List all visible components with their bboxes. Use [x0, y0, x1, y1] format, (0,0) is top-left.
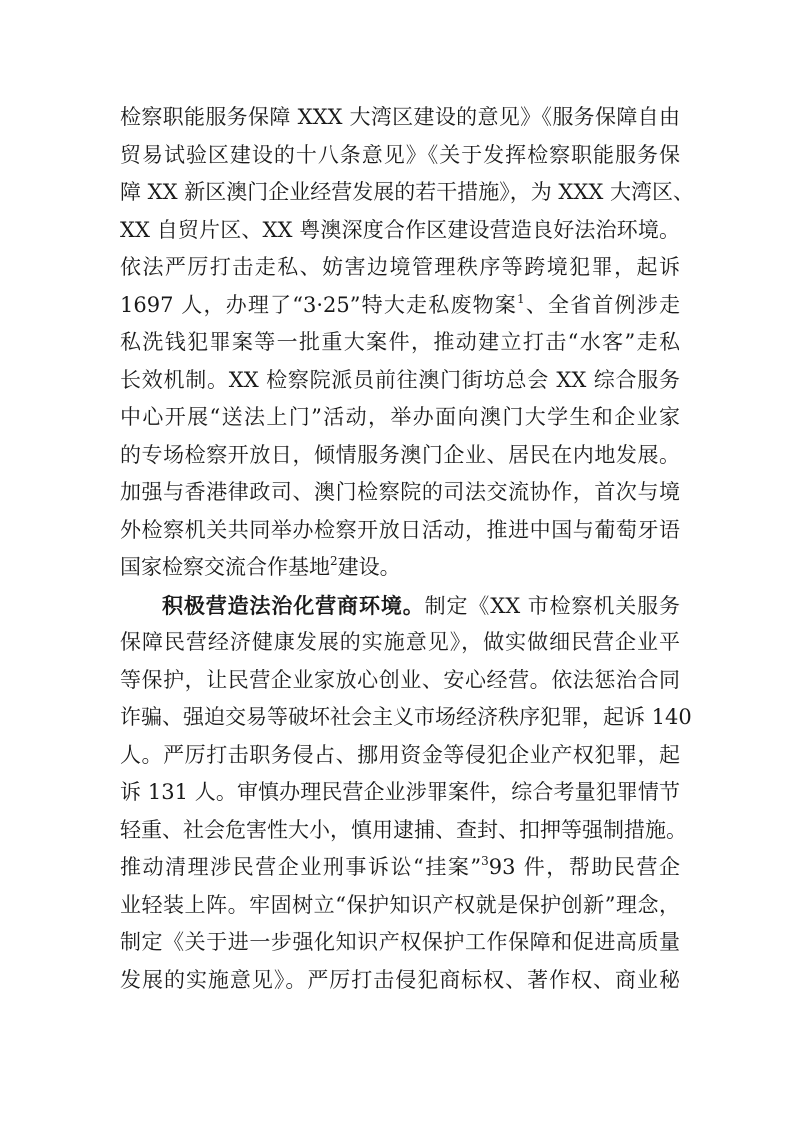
- text-line: 私洗钱犯罪案等一批重大案件，推动建立打击“水客”走私: [120, 330, 680, 354]
- text-line: 保障民营经济健康发展的实施意见》，做实做细民营企业平: [120, 630, 680, 654]
- text-line: 诉 131 人。审慎办理民营企业涉罪案件，综合考量犯罪情节: [120, 780, 680, 804]
- text-segment: 建设。: [337, 555, 401, 579]
- text-line: 诈骗、强迫交易等破坏社会主义市场经济秩序犯罪，起诉 140: [120, 705, 692, 729]
- text-segment: 国家检察交流合作基地: [120, 555, 330, 579]
- text-line: [120, 587, 680, 625]
- text-line: 依法严厉打击走私、妨害边境管理秩序等跨境犯罪，起诉: [120, 255, 680, 279]
- footnote-marker-1[interactable]: 1: [517, 291, 525, 306]
- text-line: 人。严厉打击职务侵占、挪用资金等侵犯企业产权犯罪，起: [120, 742, 680, 767]
- text-line: 检察职能服务保障 XXX 大湾区建设的意见》《服务保障自由: [120, 105, 680, 129]
- text-line: [120, 549, 680, 587]
- text-line: 加强与香港律政司、澳门检察院的司法交流协作，首次与境: [120, 480, 680, 504]
- text-line: 业轻装上阵。牢固树立“保护知识产权就是保护创新”理念，: [120, 892, 680, 917]
- text-line: [120, 849, 680, 887]
- document-body: [120, 99, 694, 999]
- footnote-marker-2[interactable]: 2: [330, 554, 338, 568]
- text-line: 制定《关于进一步强化知识产权保护工作保障和促进高质量: [120, 930, 680, 954]
- text-line: 长效机制。XX 检察院派员前往澳门街坊总会 XX 综合服务: [120, 367, 680, 392]
- text-line: 外检察机关共同举办检察开放日活动，推进中国与葡萄牙语: [120, 517, 680, 542]
- text-line: XX 自贸片区、XX 粤澳深度合作区建设营造良好法治环境。: [120, 217, 680, 242]
- text-segment: 推动清理涉民营企业刑事诉讼“挂案”: [120, 855, 482, 879]
- text-line: 轻重、社会危害性大小，慎用逮捕、查封、扣押等强制措施。: [120, 817, 687, 842]
- text-segment: 1697 人，办理了“3·25”特大走私废物案: [120, 292, 518, 317]
- footnote-marker-3[interactable]: 3: [481, 854, 489, 868]
- text-segment: 、全省首例涉走: [524, 292, 680, 317]
- text-line: 发展的实施意见》。严厉打击侵犯商标权、著作权、商业秘: [120, 967, 680, 992]
- text-segment: 制定《XX 市检察机关服务: [424, 593, 680, 618]
- text-line: 障 XX 新区澳门企业经营发展的若干措施》，为 XXX 大湾区、: [120, 180, 694, 204]
- text-segment: 93 件，帮助民营企: [488, 855, 680, 879]
- text-line: 贸易试验区建设的十八条意见》《关于发挥检察职能服务保: [120, 142, 680, 167]
- text-line: [120, 287, 680, 325]
- paragraph-heading: 积极营造法治化营商环境。: [162, 592, 425, 618]
- text-line: 的专场检察开放日，倾情服务澳门企业、居民在内地发展。: [120, 442, 680, 467]
- text-line: 中心开展“送法上门”活动，举办面向澳门大学生和企业家: [120, 405, 680, 429]
- text-line: 等保护，让民营企业家放心创业、安心经营。依法惩治合同: [120, 667, 680, 692]
